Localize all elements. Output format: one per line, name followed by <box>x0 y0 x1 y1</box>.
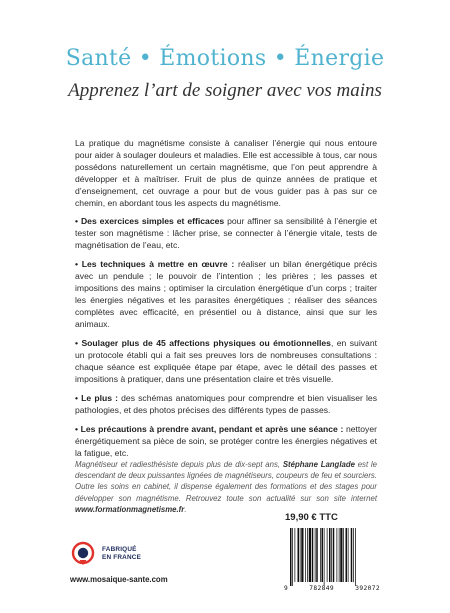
bullet-precautions <box>75 423 377 459</box>
author-bio <box>75 459 377 515</box>
intro-paragraph: La pratique du magnétisme consiste à canaliser l’énergie qui nous entoure pour aider à soulager douleurs et maladies. Elle est accessible à tous, car nous possédons naturellement un certain magnétisme, que l’on peut apprendre à développer et à maîtriser. Fruit de plus de quinze années de pratique et d’enseignement, cet ouvrage a pour but de vous guider pas à pas sur ce chemin, en abordant tous les aspects du magnétisme. <box>75 138 377 208</box>
barcode-bar <box>300 528 301 582</box>
barcode-bar <box>340 528 342 582</box>
description <box>75 137 377 466</box>
author-bio-middle: est le descendant de deux puissantes lignées de magnétiseurs, coupeurs de feu et sourciers. Outre les soins en cabinet, il dispense également des formations et des stages pour développer son magnétisme. Retrouvez toute son actualité sur son site internet <box>75 460 377 503</box>
barcode <box>284 526 378 586</box>
barcode-bar <box>333 528 335 582</box>
bullet-bonus <box>75 392 377 416</box>
barcode-bar <box>298 528 300 582</box>
bullet-lead: • Des exercices simples et efficaces <box>75 216 225 226</box>
barcode-bar <box>351 528 353 582</box>
cover-title: Santé • Émotions • Énergie <box>65 46 385 71</box>
barcode-bar <box>316 528 318 582</box>
barcode-bar <box>327 528 328 582</box>
barcode-left-digits: 782849 <box>309 585 335 592</box>
badge-line-2: EN FRANCE <box>102 554 142 561</box>
barcode-bar <box>343 528 344 582</box>
barcode-bar <box>312 528 314 582</box>
author-bio-start: Magnétiseur et radiesthésiste depuis plus de dix-sept ans, <box>75 460 283 469</box>
barcode-bar <box>301 528 303 582</box>
barcode-bar <box>337 528 338 582</box>
location-pin-icon <box>70 541 96 567</box>
barcode-bar <box>324 528 325 586</box>
bullet-exercises <box>75 215 377 251</box>
barcode-bar <box>290 528 292 586</box>
bullet-lead: • Les techniques à mettre en œuvre : <box>75 259 235 269</box>
barcode-bar <box>346 528 348 582</box>
cover-subtitle: Apprenez l’art de soigner avec vos mains <box>68 80 382 101</box>
barcode-bar <box>353 528 354 582</box>
price-label: 19,90 € TTC <box>285 512 338 523</box>
barcode-bar <box>295 528 296 582</box>
barcode-bar <box>305 528 306 582</box>
barcode-digits <box>284 585 380 592</box>
barcode-bar <box>292 528 293 586</box>
bullet-lead: • Les précautions à prendre avant, pendant et après une séance : <box>75 424 344 434</box>
made-in-france-badge <box>70 541 141 567</box>
bullet-lead: • Soulager plus de 45 affections physiques ou émotionnelles <box>75 338 331 348</box>
barcode-bar <box>348 528 349 582</box>
barcode-bar <box>315 528 316 582</box>
bullet-text: nettoyer énergétiquement sa pièce de soin, se protéger contre les énergies négatives et la fatigue, etc. <box>75 424 377 458</box>
barcode-bar <box>307 528 308 582</box>
barcode-bar <box>355 528 356 586</box>
barcode-bar <box>322 528 324 582</box>
barcode-bar <box>329 528 331 582</box>
barcode-bar <box>320 528 321 582</box>
bullet-text: réaliser un bilan énergétique précis avec un pendule ; le pouvoir de l’intention ; les prières ; les passes et impositions des mains ; optimiser la circulation énergétique d’un corps ; traiter les énergies négatives et les parasites énergétiques ; réaliser des séances complètes avec efficacité, en présentiel ou à distance, ainsi que sur les animaux. <box>75 259 377 329</box>
publisher-website[interactable]: www.mosaique-sante.com <box>70 575 168 584</box>
barcode-bar <box>331 528 332 582</box>
author-name: Stéphane Langlade <box>282 460 355 469</box>
bullet-text: , en suivant un protocole établi qui a fait ses preuves lors de nombreuses consultations : chaque séance est expliquée étape par étape, avec le détail des passes et impositions à pratiquer, dans une présentation claire et très visuelle. <box>75 338 377 384</box>
barcode-bar <box>309 528 311 582</box>
bullet-affections <box>75 337 377 385</box>
author-site-link[interactable]: www.formationmagnetisme.fr <box>75 504 185 514</box>
barcode-bars <box>284 526 378 586</box>
bullet-lead: • Le plus : <box>75 393 118 403</box>
barcode-first-digit: 9 <box>284 585 289 592</box>
barcode-bar <box>339 528 340 582</box>
badge-line-1: FABRIQUÉ <box>102 546 137 554</box>
author-bio-end: . <box>184 504 187 514</box>
bullet-text: pour affiner sa sensibilité à l’énergie et tester son magnétisme : lâcher prise, se connecter à l’énergie vitale, tests de magnétisation de l’eau, etc. <box>75 216 377 250</box>
bullet-text: des schémas anatomiques pour comprendre et bien visualiser les pathologies, et des photos précises des différents types de passes. <box>75 393 377 415</box>
bullet-techniques <box>75 258 377 330</box>
barcode-right-digits: 392072 <box>355 585 380 592</box>
